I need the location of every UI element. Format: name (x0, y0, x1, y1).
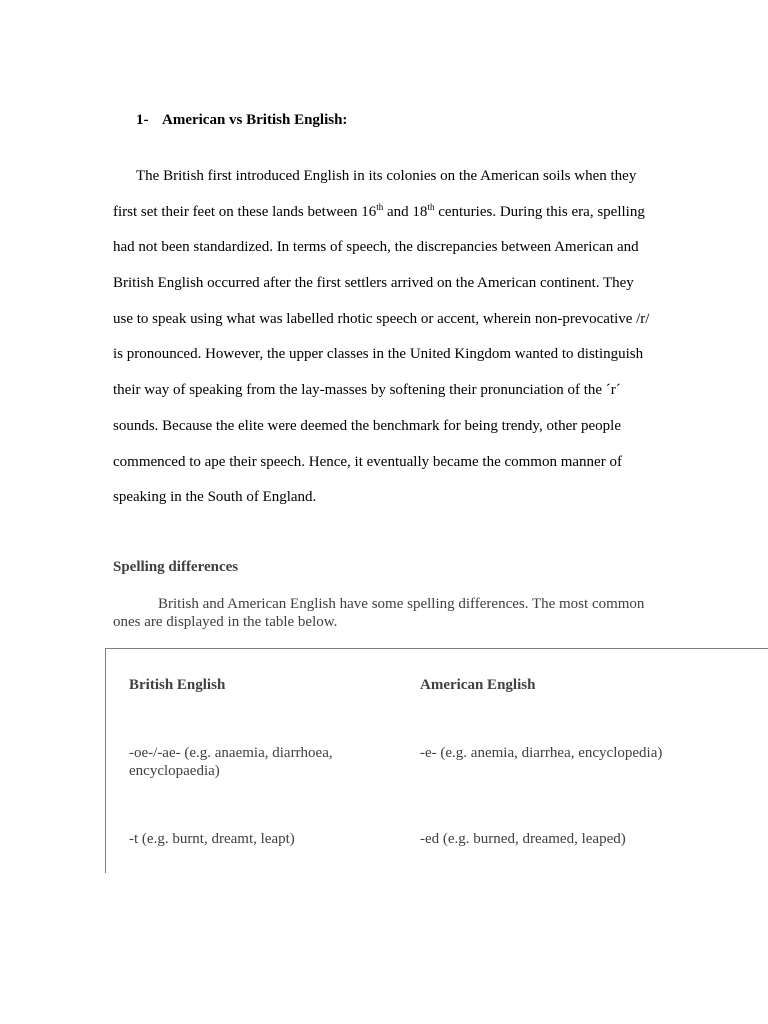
paragraph-line: their way of speaking from the lay-masses by softening their pronunciation of the ´r´ (113, 382, 621, 399)
spelling-table (105, 648, 768, 873)
paragraph-line: commenced to ape their speech. Hence, it eventually became the common manner of (113, 453, 622, 470)
paragraph-text: centuries. During this era, spelling (434, 203, 645, 220)
ordinal-superscript: th (376, 201, 384, 212)
paragraph-text: first set their feet on these lands between 16 (113, 203, 377, 220)
paragraph-text: and 18 (383, 203, 428, 220)
table-header-british: British English (129, 677, 226, 693)
intro-line: British and American English have some spelling differences. The most common (158, 596, 645, 612)
table-cell: -oe-/-ae- (e.g. anaemia, diarrhoea, encyclopaedia) (129, 745, 333, 779)
intro-line: ones are displayed in the table below. (113, 614, 338, 630)
table-cell: -ed (e.g. burned, dreamed, leaped) (420, 831, 626, 847)
paragraph-line: The British first introduced English in its colonies on the American soils when they (136, 168, 637, 184)
paragraph-line: is pronounced. However, the upper classes in the United Kingdom wanted to distinguish (113, 346, 644, 363)
section-title: American vs British English: (162, 112, 348, 128)
body-paragraph (113, 166, 673, 523)
section-heading (136, 112, 347, 129)
table-cell: -e- (e.g. anemia, diarrhea, encyclopedia) (420, 745, 663, 761)
spelling-intro-paragraph (113, 595, 673, 631)
paragraph-line (113, 202, 673, 238)
paragraph-line: had not been standardized. In terms of speech, the discrepancies between American and (113, 239, 639, 256)
section-number: 1- (136, 112, 149, 128)
paragraph-line: speaking in the South of England. (113, 489, 317, 506)
spelling-differences-heading: Spelling differences (113, 559, 239, 575)
paragraph-line: sounds. Because the elite were deemed the benchmark for being trendy, other people (113, 417, 622, 434)
paragraph-line: use to speak using what was labelled rhotic speech or accent, wherein non-prevocative /r/ (113, 310, 650, 327)
table-header-american: American English (420, 677, 536, 693)
ordinal-superscript: th (427, 201, 435, 212)
paragraph-line: British English occurred after the first settlers arrived on the American continent. They (113, 275, 634, 292)
table-cell: -t (e.g. burnt, dreamt, leapt) (129, 831, 295, 847)
